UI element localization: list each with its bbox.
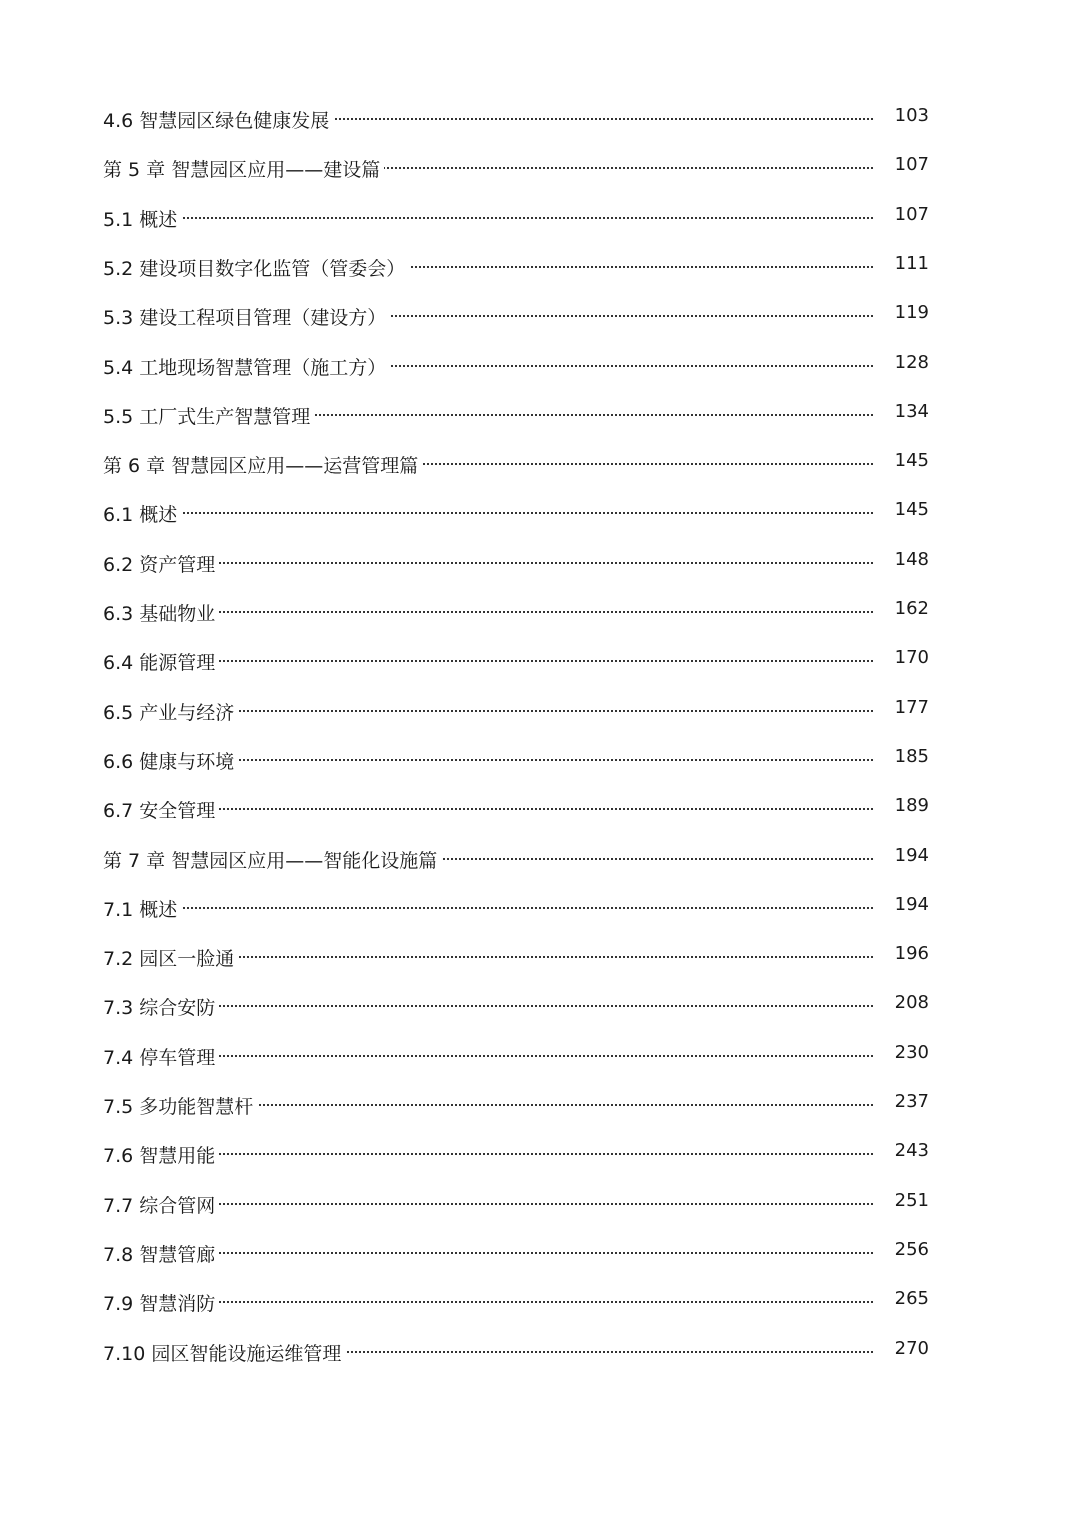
toc-entry-title: 6.2 资产管理 — [103, 553, 219, 577]
toc-entry-page-number: 145 — [894, 450, 929, 471]
dot-leader — [103, 512, 873, 516]
toc-entry-title: 7.5 多功能智慧杆 — [103, 1095, 257, 1119]
toc-entry[interactable] — [103, 1042, 929, 1072]
toc-entry-page-number: 208 — [894, 992, 929, 1013]
toc-entry-title: 6.7 安全管理 — [103, 799, 219, 823]
toc-entry-title: 第 6 章 智慧园区应用——运营管理篇 — [103, 454, 422, 478]
toc-entry-page-number: 230 — [894, 1042, 929, 1063]
toc-entry[interactable] — [103, 499, 929, 529]
toc-entry-title: 第 7 章 智慧园区应用——智能化设施篇 — [103, 849, 441, 873]
toc-entry-page-number: 128 — [894, 352, 929, 373]
toc-entry-title: 7.2 园区一脸通 — [103, 947, 238, 971]
toc-entry[interactable] — [103, 598, 929, 628]
toc-entry-page-number: 196 — [894, 943, 929, 964]
toc-entry-page-number: 194 — [894, 894, 929, 915]
toc-entry[interactable] — [103, 204, 929, 234]
dot-leader — [103, 907, 873, 911]
toc-entry-title: 5.5 工厂式生产智慧管理 — [103, 405, 314, 429]
toc-entry-title: 5.2 建设项目数字化监管（管委会） — [103, 257, 409, 281]
dot-leader — [103, 217, 873, 221]
toc-entry-page-number: 162 — [894, 598, 929, 619]
toc-entry-title: 7.7 综合管网 — [103, 1194, 219, 1218]
toc-entry-page-number: 134 — [894, 401, 929, 422]
toc-entry-page-number: 148 — [894, 549, 929, 570]
toc-entry[interactable] — [103, 105, 929, 135]
toc-entry-page-number: 119 — [894, 302, 929, 323]
toc-entry-title: 7.8 智慧管廊 — [103, 1243, 219, 1267]
toc-entry-title: 7.1 概述 — [103, 898, 181, 922]
toc-entry-title: 5.3 建设工程项目管理（建设方） — [103, 306, 390, 330]
toc-entry-page-number: 265 — [894, 1288, 929, 1309]
toc-entry[interactable] — [103, 1239, 929, 1269]
toc-entry-page-number: 243 — [894, 1140, 929, 1161]
toc-entry-title: 6.6 健康与环境 — [103, 750, 238, 774]
toc-entry[interactable] — [103, 1338, 929, 1368]
toc-entry-page-number: 103 — [894, 105, 929, 126]
toc-entry[interactable] — [103, 992, 929, 1022]
toc-entry[interactable] — [103, 253, 929, 283]
toc-entry-title: 5.4 工地现场智慧管理（施工方） — [103, 356, 390, 380]
toc-entry-title: 7.3 综合安防 — [103, 996, 219, 1020]
toc-entry[interactable] — [103, 1140, 929, 1170]
toc-entry[interactable] — [103, 1190, 929, 1220]
toc-entry-page-number: 185 — [894, 746, 929, 767]
toc-entry[interactable] — [103, 746, 929, 776]
toc-entry-page-number: 107 — [894, 204, 929, 225]
toc-entry[interactable] — [103, 943, 929, 973]
toc-entry[interactable] — [103, 450, 929, 480]
toc-entry-page-number: 145 — [894, 499, 929, 520]
toc-entry[interactable] — [103, 549, 929, 579]
toc-entry[interactable] — [103, 154, 929, 184]
toc-entry-title: 6.4 能源管理 — [103, 651, 219, 675]
toc-entry-title: 7.4 停车管理 — [103, 1046, 219, 1070]
toc-entry-title: 4.6 智慧园区绿色健康发展 — [103, 109, 333, 133]
toc-entry[interactable] — [103, 894, 929, 924]
toc-entry-title: 6.1 概述 — [103, 503, 181, 527]
toc-entry-page-number: 111 — [894, 253, 929, 274]
toc-entry[interactable] — [103, 1091, 929, 1121]
toc-entry[interactable] — [103, 845, 929, 875]
toc-entry-title: 6.3 基础物业 — [103, 602, 219, 626]
toc-entry-page-number: 107 — [894, 154, 929, 175]
toc-entry[interactable] — [103, 795, 929, 825]
toc-entry-page-number: 189 — [894, 795, 929, 816]
toc-entry[interactable] — [103, 647, 929, 677]
toc-entry[interactable] — [103, 302, 929, 332]
toc-entry-page-number: 251 — [894, 1190, 929, 1211]
toc-entry-page-number: 177 — [894, 697, 929, 718]
toc-entry-title: 第 5 章 智慧园区应用——建设篇 — [103, 158, 384, 182]
toc-entry-title: 5.1 概述 — [103, 208, 181, 232]
toc-entry[interactable] — [103, 352, 929, 382]
toc-entry[interactable] — [103, 401, 929, 431]
toc-entry-page-number: 194 — [894, 845, 929, 866]
toc-entry-title: 7.6 智慧用能 — [103, 1144, 219, 1168]
toc-entry-page-number: 270 — [894, 1338, 929, 1359]
toc-entry-page-number: 170 — [894, 647, 929, 668]
toc-entry[interactable] — [103, 697, 929, 727]
toc-entry-title: 7.9 智慧消防 — [103, 1292, 219, 1316]
toc-entry[interactable] — [103, 1288, 929, 1318]
toc-entry-page-number: 237 — [894, 1091, 929, 1112]
toc-entry-page-number: 256 — [894, 1239, 929, 1260]
toc-entry-title: 6.5 产业与经济 — [103, 701, 238, 725]
toc-entry-title: 7.10 园区智能设施运维管理 — [103, 1342, 345, 1366]
